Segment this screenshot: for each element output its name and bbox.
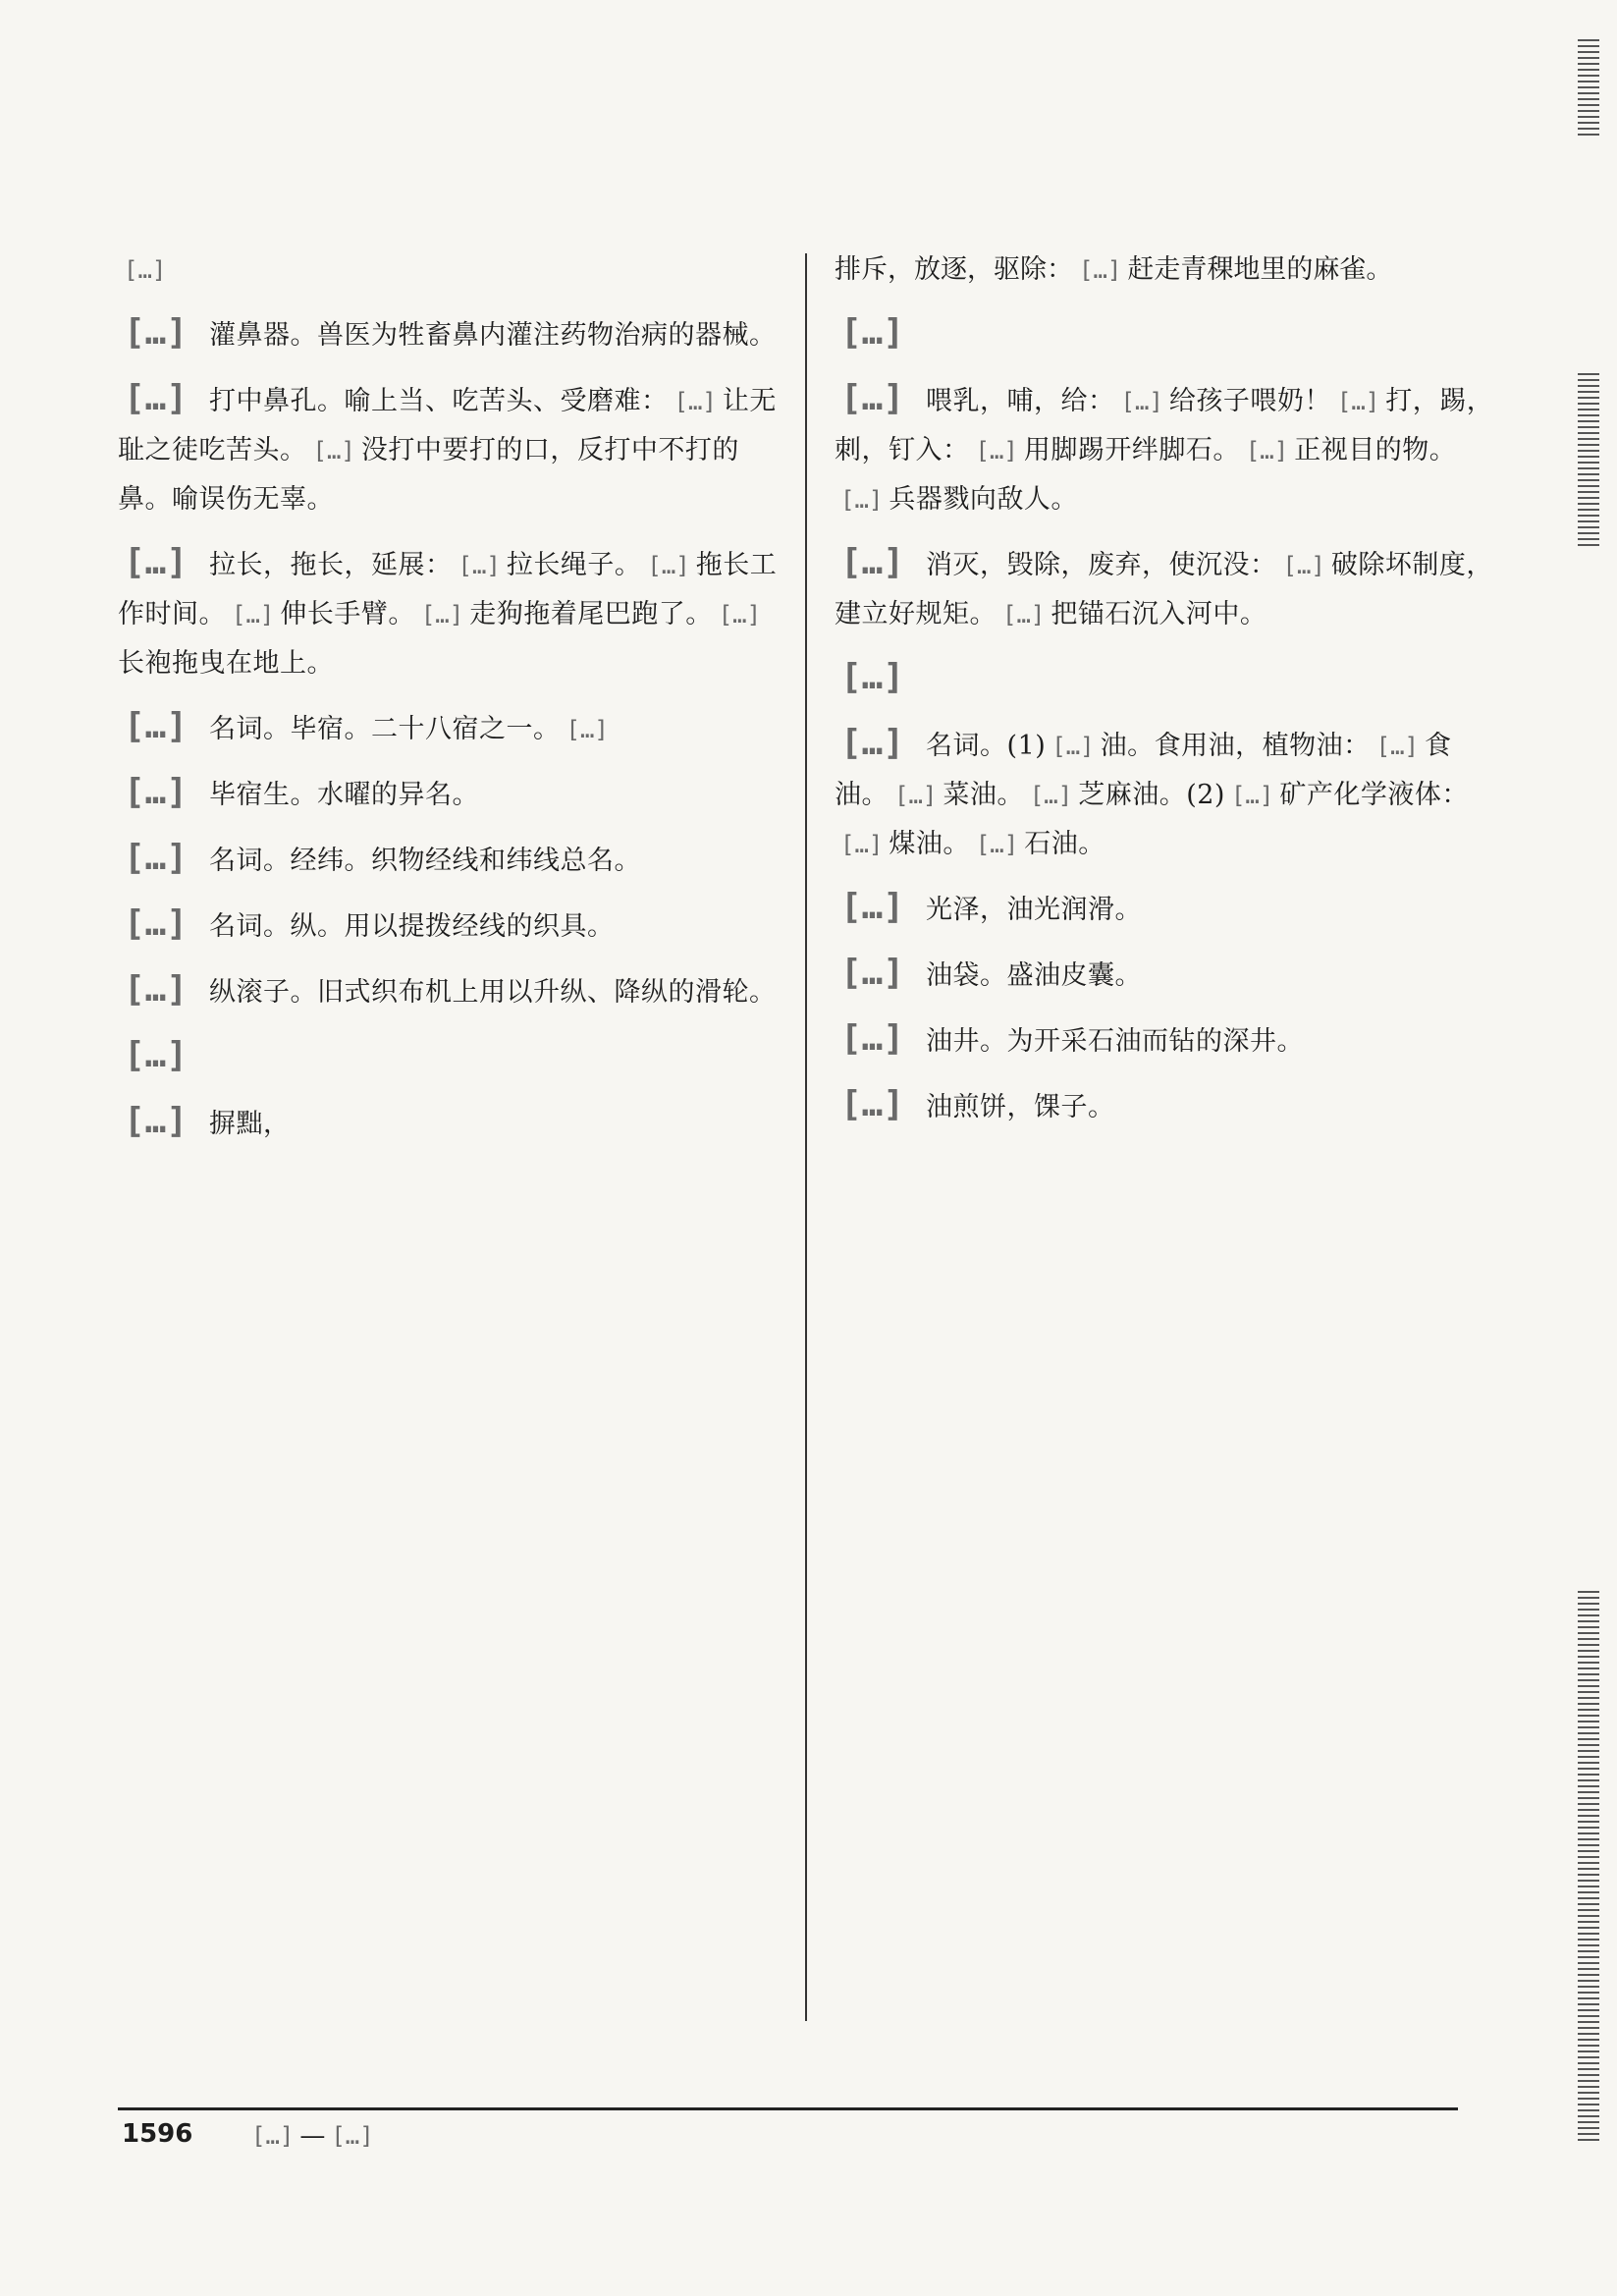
headword-gap: […]	[124, 378, 189, 418]
transcription-gap: […]	[251, 2122, 295, 2150]
definition-text: 灌鼻器。兽医为牲畜鼻内灌注药物治病的器械。	[209, 320, 777, 351]
definition-text: 光泽，油光润滑。	[926, 895, 1143, 925]
transcription-gap: […]	[840, 831, 884, 858]
definition-text: 石油。	[1024, 829, 1105, 859]
dictionary-entry	[118, 900, 785, 952]
definition-text: 消灭，毁除，废弃，使沉没：	[926, 550, 1277, 580]
transcription-gap: […]	[647, 552, 690, 579]
transcription-gap: […]	[1375, 733, 1419, 760]
headword-gap: […]	[840, 887, 905, 927]
dictionary-entry	[118, 965, 785, 1017]
dictionary-entry	[118, 374, 785, 524]
transcription-gap: […]	[1051, 733, 1095, 760]
transcription-gap: […]	[232, 601, 275, 629]
dictionary-entry	[835, 719, 1502, 869]
definition-text: 毕宿生。水曜的异名。	[209, 780, 480, 810]
definition-text: 排斥，放逐，驱除：	[835, 254, 1073, 285]
definition-text: 走狗拖着尾巴跑了。	[469, 599, 713, 629]
transcription-gap: […]	[975, 831, 1019, 858]
transcription-gap: […]	[674, 388, 717, 415]
definition-text: 煤油。	[889, 829, 970, 859]
definition-text: 纵滚子。旧式织布机上用以升纵、降纵的滑轮。	[209, 977, 777, 1008]
definition-text: 油袋。盛油皮囊。	[926, 960, 1143, 991]
headword-gap: […]	[124, 903, 189, 944]
definition-text: 菜油。	[943, 780, 1024, 810]
definition-text: 兵器戮向敌人。	[889, 484, 1078, 515]
definition-text: 油。食用油，植物油：	[1100, 731, 1371, 761]
headword-gap: […]	[840, 657, 905, 697]
definition-text: 名词。(1)	[926, 731, 1047, 761]
headword-gap: […]	[840, 1084, 905, 1124]
scan-margin-marks-mid	[1578, 373, 1599, 550]
transcription-gap: […]	[1079, 256, 1122, 284]
transcription-gap: […]	[1336, 388, 1380, 415]
dictionary-entry	[835, 949, 1502, 1001]
definition-text: 矿产化学液体：	[1279, 780, 1469, 810]
definition-text: 拖长工作时间。	[118, 550, 778, 629]
scan-margin-marks-low	[1578, 1591, 1599, 2141]
transcription-gap: […]	[458, 552, 501, 579]
dictionary-entry	[835, 1014, 1502, 1066]
transcription-gap: […]	[1002, 601, 1046, 629]
definition-text: 拉长绳子。	[506, 550, 642, 580]
headword-gap: […]	[124, 772, 189, 812]
dictionary-entry	[835, 308, 1502, 360]
scan-margin-marks-top	[1578, 39, 1599, 137]
definition-text: 没打中要打的口，反打中不打的鼻。喻误伤无辜。	[118, 435, 739, 515]
headword-gap: […]	[840, 953, 905, 993]
transcription-gap: […]	[894, 782, 938, 809]
definition-text: 喂乳，哺，给：	[926, 386, 1115, 416]
dictionary-entry	[118, 308, 785, 360]
transcription-gap: […]	[718, 601, 762, 629]
definition-text: —	[299, 2121, 326, 2151]
definition-text: 油煎饼，馃子。	[926, 1092, 1115, 1122]
transcription-gap: […]	[840, 486, 884, 514]
transcription-gap: […]	[312, 437, 355, 465]
headword-gap: […]	[840, 542, 905, 582]
headword-gap: […]	[124, 312, 189, 353]
dictionary-entry	[118, 702, 785, 754]
headword-gap: […]	[840, 312, 905, 353]
definition-text: 赶走青稞地里的麻雀。	[1127, 254, 1393, 285]
transcription-gap: […]	[124, 256, 167, 284]
transcription-gap: […]	[331, 2122, 374, 2150]
definition-text: 把锚石沉入河中。	[1051, 599, 1267, 629]
entry-continuation	[835, 246, 1502, 295]
page-number: 1596	[122, 2119, 193, 2149]
definition-text: 用脚踢开绊脚石。	[1023, 435, 1240, 465]
dictionary-entry	[835, 538, 1502, 639]
dictionary-entry	[835, 374, 1502, 524]
transcription-gap: […]	[1282, 552, 1325, 579]
definition-text: 伸长手臂。	[280, 599, 415, 629]
transcription-gap: […]	[1230, 782, 1274, 809]
definition-text: 打，踢，刺，钉入：	[835, 386, 1494, 465]
dictionary-entry	[118, 768, 785, 820]
headword-gap: […]	[124, 969, 189, 1010]
footer-rule	[118, 2107, 1458, 2110]
dictionary-entry	[835, 1080, 1502, 1132]
definition-text: 摒黜，	[209, 1109, 291, 1139]
headword-gap: […]	[840, 723, 905, 763]
definition-text: 长袍拖曳在地上。	[118, 648, 334, 679]
definition-text: 正视目的物。	[1294, 435, 1457, 465]
transcription-gap: […]	[975, 437, 1018, 465]
definition-text: 破除坏制度，建立好规矩。	[835, 550, 1493, 629]
transcription-gap: […]	[1029, 782, 1073, 809]
headword-gap: […]	[124, 706, 189, 746]
entry-continuation	[118, 246, 785, 295]
definition-text: 拉长，拖长，延展：	[209, 550, 453, 580]
transcription-gap: […]	[1245, 437, 1289, 465]
definition-text: 名词。毕宿。二十八宿之一。	[209, 714, 561, 744]
right-column	[835, 246, 1502, 1146]
headword-gap: […]	[840, 1018, 905, 1059]
transcription-gap: […]	[420, 601, 464, 629]
headword-gap: […]	[840, 378, 905, 418]
column-divider	[805, 253, 807, 2021]
definition-text: 名词。经纬。织物经线和纬线总名。	[209, 846, 642, 876]
headword-gap: […]	[124, 1035, 189, 1075]
definition-text: 名词。纵。用以提拨经线的织具。	[209, 911, 615, 942]
left-column	[118, 246, 785, 1163]
definition-text: 让无耻之徒吃苦头。	[118, 386, 777, 465]
headword-gap: […]	[124, 1101, 189, 1141]
dictionary-entry	[835, 653, 1502, 705]
definition-text: 食油。	[835, 731, 1452, 810]
dictionary-entry	[118, 1097, 785, 1149]
dictionary-entry	[118, 538, 785, 688]
dictionary-entry	[118, 834, 785, 886]
definition-text: 给孩子喂奶！	[1168, 386, 1331, 416]
headword-gap: […]	[124, 838, 189, 878]
definition-text: 油井。为开采石油而钻的深井。	[926, 1026, 1305, 1057]
definition-text: 芝麻油。(2)	[1078, 780, 1225, 810]
headword-gap: […]	[124, 542, 189, 582]
transcription-gap: […]	[1120, 388, 1163, 415]
dictionary-entry	[835, 883, 1502, 935]
transcription-gap: […]	[566, 716, 609, 743]
dictionary-entry	[118, 1031, 785, 1083]
definition-text: 打中鼻孔。喻上当、吃苦头、受磨难：	[209, 386, 669, 416]
running-head	[245, 2121, 380, 2151]
